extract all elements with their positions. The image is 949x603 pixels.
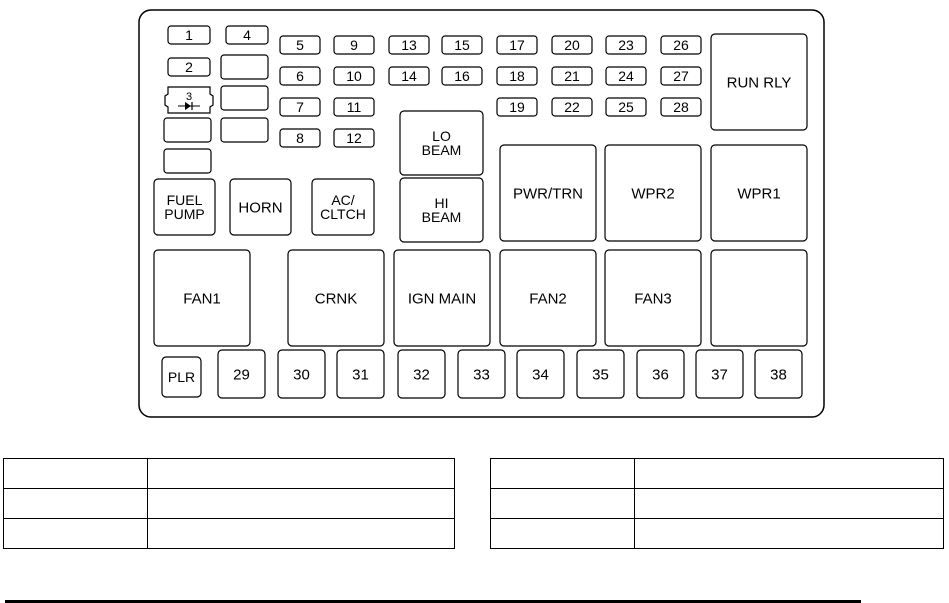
fuse-34 [517,350,564,398]
relay-fan2 [500,250,596,346]
relay-lo-beam-label: LO BEAM [421,128,462,159]
spare-fuse-slot [164,118,211,142]
legend-value-cell [635,519,944,549]
relay-run-rly-label: RUN RLY [726,74,792,92]
fuse-33 [458,350,505,398]
fuse-26-label: 26 [673,37,689,54]
fuse-17-label: 17 [509,37,525,54]
fuse-14-label: 14 [401,68,417,85]
relay-hi-beam-label: HI BEAM [421,195,462,226]
legend-value-cell [148,489,455,519]
relay-hi-beam [400,178,483,242]
fuse-21-label: 21 [564,68,580,85]
diode-3-label: 3 [185,91,193,103]
fuse-7 [280,98,320,116]
relay-fan2-label: FAN2 [529,290,567,308]
legend-row [4,459,455,489]
relay-pwr-trn-label: PWR/TRN [513,185,583,203]
fuse-29-label: 29 [233,366,250,384]
fuse-25-label: 25 [618,99,634,116]
fuse-12-label: 12 [346,130,362,147]
fuse-38 [755,350,802,398]
relay-ac-cltch-label: AC/ CLTCH [320,192,366,223]
fuse-13-label: 13 [401,37,417,54]
relay-horn [230,179,291,235]
fuse-32-label: 32 [413,366,430,384]
spare-fuse-slot [221,86,268,110]
spare-fuse-slot [221,118,268,142]
fuse-24-label: 24 [618,68,634,85]
fuse-27-label: 27 [673,68,689,85]
plr-slot-label: PLR [167,369,196,386]
fuse-33-label: 33 [473,366,490,384]
relay-wpr1-label: WPR1 [737,185,781,203]
relay-ign-main-label: IGN MAIN [407,290,477,308]
relay-wpr1 [711,145,807,241]
legend-key-cell [491,519,635,549]
fuse-31 [337,350,384,398]
fuse-22 [552,98,592,116]
fuse-15 [442,36,482,54]
relay-fuel-pump [154,179,215,235]
fuse-26 [661,36,701,54]
fuse-32 [398,350,445,398]
relay-run-rly [711,34,807,130]
legend-key-cell [4,519,148,549]
fuse-11-label: 11 [346,99,362,116]
relay-horn-label: HORN [238,199,283,217]
fuse-35 [577,350,624,398]
legend-key-cell [4,459,148,489]
spare-fuse-slot [221,55,268,79]
legend-table-right [490,458,944,549]
fuse-13 [389,36,429,54]
fuse-4-label: 4 [243,27,251,44]
relay-fan3-label: FAN3 [634,290,672,308]
legend-value-cell [148,459,455,489]
fuse-19 [497,98,537,116]
fuse-27 [661,67,701,85]
fuse-10-label: 10 [346,68,362,85]
fuse-30-label: 30 [293,366,310,384]
fuse-37-label: 37 [711,366,728,384]
fuse-35-label: 35 [592,366,609,384]
fuse-36 [637,350,684,398]
fuse-8 [280,129,320,147]
fuse-18 [497,67,537,85]
relay-lo-beam [400,111,483,175]
fuse-25 [606,98,646,116]
fuse-5-label: 5 [296,37,304,54]
fuse-31-label: 31 [352,366,369,384]
fuse-6-label: 6 [296,68,304,85]
legend-row [4,489,455,519]
fuse-10 [334,67,374,85]
fuse-24 [606,67,646,85]
relay-fuel-pump-label: FUEL PUMP [164,192,205,223]
fuse-9-label: 9 [350,37,358,54]
fuse-6 [280,67,320,85]
relay-wpr2 [605,145,701,241]
fuse-23 [606,36,646,54]
fuse-4 [226,26,268,44]
fuse-28-label: 28 [673,99,689,116]
legend-key-cell [491,489,635,519]
fuse-21 [552,67,592,85]
legend-value-cell [148,519,455,549]
fuse-17 [497,36,537,54]
fuse-37 [696,350,743,398]
fuse-1 [168,26,210,44]
diode-3 [165,87,213,113]
fuse-30 [278,350,325,398]
relay-ac-cltch [312,179,374,235]
legend-row [491,489,944,519]
relay-crnk-label: CRNK [314,290,358,308]
fuse-20 [552,36,592,54]
fuse-8-label: 8 [296,130,304,147]
fuse-12 [334,129,374,147]
fuse-18-label: 18 [509,68,525,85]
relay-fan1 [154,250,250,346]
fuse-23-label: 23 [618,37,634,54]
fuse-16-label: 16 [454,68,470,85]
fuse-19-label: 19 [509,99,525,116]
fuse-16 [442,67,482,85]
legend-value-cell [635,459,944,489]
relay-empty-slot [711,250,807,346]
legend-table-left [3,458,455,549]
legend-key-cell [491,459,635,489]
fuse-15-label: 15 [454,37,470,54]
fuse-7-label: 7 [296,99,304,116]
fuse-28 [661,98,701,116]
relay-ign-main [394,250,490,346]
fuse-36-label: 36 [652,366,669,384]
fuse-1-label: 1 [185,27,193,44]
legend-value-cell [635,489,944,519]
legend-row [491,519,944,549]
plr-slot [162,357,201,397]
legend-row [491,459,944,489]
relay-fan3 [605,250,701,346]
relay-pwr-trn [500,145,596,241]
fuse-9 [334,36,374,54]
fuse-11 [334,98,374,116]
legend-key-cell [4,489,148,519]
relay-crnk [288,250,384,346]
fuse-22-label: 22 [564,99,580,116]
fuse-14 [389,67,429,85]
fuse-20-label: 20 [564,37,580,54]
fuse-29 [218,350,265,398]
fuse-2 [168,58,210,76]
relay-wpr2-label: WPR2 [631,185,675,203]
fuse-34-label: 34 [532,366,549,384]
spare-fuse-slot [164,149,211,173]
legend-row [4,519,455,549]
fuse-38-label: 38 [770,366,787,384]
relay-fan1-label: FAN1 [183,290,221,308]
fuse-2-label: 2 [185,59,193,76]
fuse-5 [280,36,320,54]
